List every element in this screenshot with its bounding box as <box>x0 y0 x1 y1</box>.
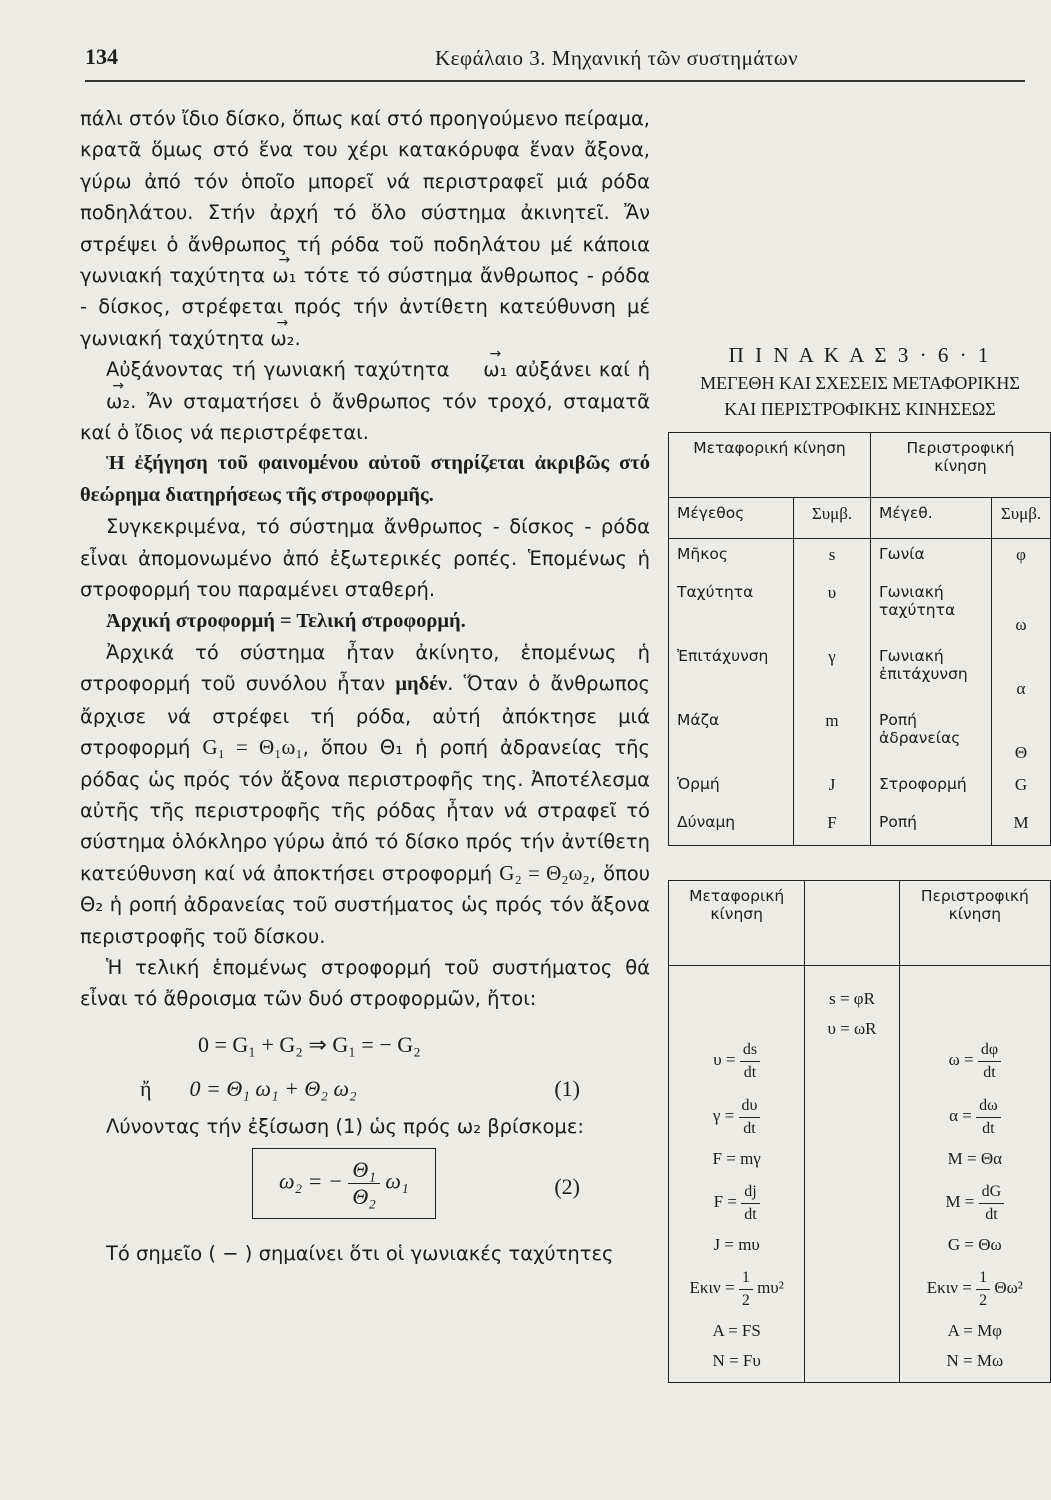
equation-number-1: (1) <box>554 1075 580 1101</box>
text-span: Ἀρχικά τό σύστημα ἦταν ἀκίνητο, ἑπομένως ἡ στροφορμή τοῦ συνόλου ἦταν <box>80 640 650 696</box>
formula-acceleration <box>677 1088 796 1144</box>
column-header-row <box>669 498 1051 539</box>
formula-rotational-power: N = Mω <box>946 1351 1004 1370</box>
formula-text: F = <box>713 1192 737 1211</box>
fraction <box>976 1095 1001 1140</box>
table-row <box>669 641 1051 705</box>
denominator: dt <box>983 1063 996 1081</box>
cell-quantity: Μάζα <box>669 705 794 769</box>
cell-quantity: Μῆκος <box>669 539 794 578</box>
paragraph-increase <box>80 354 650 448</box>
table-title-number: Π Ι Ν Α Κ Α Σ 3 · 6 · 1 <box>728 343 992 367</box>
fraction <box>740 1039 760 1084</box>
g2-expression: G₂ = Θ₂ω₂ <box>499 860 590 885</box>
cell-rot-symbol: G <box>992 769 1051 807</box>
equation-2 <box>80 1148 650 1238</box>
fraction <box>739 1095 761 1140</box>
cell-rot-symbol: ω <box>992 577 1051 641</box>
formula-power: N = Fυ <box>712 1351 761 1370</box>
col-rot-quantity: Μέγεθ. <box>871 498 992 539</box>
cell-rot-quantity: Γωνιακή ταχύτητα <box>871 577 992 641</box>
paragraph-experiment <box>80 103 650 354</box>
formula-momentum: J = mυ <box>713 1235 760 1254</box>
relations-header-row <box>669 881 1051 966</box>
table-row <box>669 577 1051 641</box>
theta-fraction <box>348 1157 380 1210</box>
denominator: 2 <box>741 1291 750 1309</box>
paragraph-isolated: Συγκεκριμένα, τό σύστημα ἄνθρωπος - δίσκος - ρόδα εἶναι ἀπομονωμένο ἀπό ἐξωτερικές ροπές. Ἑπομένως ἡ στροφορμή του παραμένει σταθερή. <box>80 515 650 602</box>
formula-angular-momentum: G = Θω <box>947 1235 1002 1254</box>
fraction-numerator: Θ₁ <box>348 1157 380 1184</box>
omega2-vector: → ω₂ <box>80 386 130 417</box>
text-span: αὐξάνει καί ἡ <box>515 358 650 382</box>
rel-header-spacer <box>805 881 899 966</box>
numerator: 1 <box>739 1267 753 1290</box>
cell-rot-quantity: Στροφορμή <box>871 769 992 807</box>
formula-velocity <box>677 1032 796 1088</box>
text-span: . <box>294 326 301 350</box>
table-header-row <box>669 433 1051 498</box>
formula-text: Eκιν = <box>689 1278 735 1297</box>
equation-text: 0 = G₁ + G₂ ⇒ G₁ = − G₂ <box>198 1031 421 1057</box>
fraction <box>739 1267 753 1312</box>
paragraph-final: Ἡ τελική ἑπομένως στροφορμή τοῦ συστήματος θά εἶναι τό ἄθροισμα τῶν δυό στροφορμῶν, ἤτοι: <box>80 955 650 1011</box>
text-span: πάλι στόν ἴδιο δίσκο, ὅπως καί στό προηγούμενο πείραμα, κρατᾶ ὅμως στό ἕνα του χέρι κατακόρυφα ἕναν ἄξονα, γύρω ἀπό τόν ὁποῖο μπορεῖ νά περιστραφεῖ μιά ρόδα ποδηλάτου. Στήν ἀρχή τό ὅλο σύστημα ἀκινητεῖ. Ἄν στρέψει ὁ ἄνθρωπος τή ρόδα τοῦ ποδηλάτου μέ κάποια γωνιακή ταχύτητα <box>80 107 650 288</box>
numerator: dj <box>741 1181 759 1204</box>
text-span: . Ὅταν ὁ ἄνθρωπος ἄρχισε νά στρέφει τή ρόδα, αὐτή ἀπόκτησε μιά στροφορμή <box>80 672 650 760</box>
numerator: 1 <box>976 1267 990 1290</box>
equation-sum <box>80 1023 650 1067</box>
formula-text: ω = <box>948 1050 974 1069</box>
denominator: dt <box>982 1119 995 1137</box>
formula-text: Θω² <box>994 1278 1023 1297</box>
cell-rot-symbol: φ <box>992 539 1051 578</box>
formula-force: F = mγ <box>712 1149 761 1168</box>
formula-text: υ = <box>713 1050 736 1069</box>
formula-force-momentum <box>677 1174 796 1230</box>
rel-header-translational: Μεταφορική κίνηση <box>669 881 805 966</box>
formula-text: Eκιν = <box>926 1278 972 1297</box>
equation-text: 0 = Θ₁ ω₁ + Θ₂ ω₂ <box>189 1075 357 1101</box>
fraction <box>979 1181 1005 1226</box>
numerator: ds <box>740 1039 760 1062</box>
formula-rotational-energy <box>908 1260 1042 1316</box>
header-translational: Μεταφορική κίνηση <box>669 433 871 498</box>
denominator: dt <box>985 1205 998 1223</box>
text-span: Αὐξάνοντας τή γωνιακή ταχύτητα <box>106 358 450 382</box>
numerator: dφ <box>978 1039 1001 1062</box>
g1-expression: G₁ = Θ₁ω₁ <box>202 735 303 760</box>
paragraph-initial <box>80 637 650 952</box>
formula-torque-angular-momentum <box>908 1174 1042 1230</box>
cell-rot-quantity: Γωνία <box>871 539 992 578</box>
fraction <box>978 1039 1001 1084</box>
or-word: ἤ <box>140 1075 152 1101</box>
cell-quantity: Ἐπιτάχυνση <box>669 641 794 705</box>
formula-text: M = <box>945 1192 975 1211</box>
cell-symbol: m <box>794 705 871 769</box>
table-title-line1: ΜΕΓΕΘΗ ΚΑΙ ΣΧΕΣΕΙΣ ΜΕΤΑΦΟΡΙΚΗΣ <box>700 373 1020 393</box>
omega1-vector: → ω₁ <box>457 354 507 385</box>
formula-linear-speed: υ = ωR <box>827 1019 877 1038</box>
cell-symbol: s <box>794 539 871 578</box>
cell-rot-quantity: Ροπή <box>871 807 992 846</box>
table-row <box>669 807 1051 846</box>
col-symbol: Συμβ. <box>794 498 871 539</box>
page-header <box>85 40 1025 82</box>
cell-rot-quantity: Ροπή ἀδρανείας <box>871 705 992 769</box>
numerator: dG <box>979 1181 1005 1204</box>
numerator: dυ <box>739 1095 761 1118</box>
text-span: , ὅπου Θ₂ ἡ ροπή ἀδρανείας τοῦ συστήματος ὡς πρός τόν ἄξονα περιστροφῆς τοῦ δίσκου. <box>80 861 650 948</box>
rotational-formulas <box>899 966 1050 1383</box>
formula-text: α = <box>949 1106 972 1125</box>
cell-quantity: Δύναμη <box>669 807 794 846</box>
cell-quantity: Ὁρμή <box>669 769 794 807</box>
fraction-denominator: Θ₂ <box>352 1184 376 1210</box>
quantities-table <box>668 432 1051 846</box>
omega2-vector: → ω₂ <box>270 323 294 354</box>
col-rot-symbol: Συμβ. <box>992 498 1051 539</box>
denominator: dt <box>744 1205 757 1223</box>
cell-rot-quantity: Γωνιακή ἐπιτάχυνση <box>871 641 992 705</box>
cell-rot-symbol: Θ <box>992 705 1051 769</box>
header-rotational: Περιστροφική κίνηση <box>871 433 1051 498</box>
formula-arc-length: s = φR <box>829 989 875 1008</box>
equation-text: ω₂ = − <box>279 1168 343 1194</box>
equation-1 <box>80 1067 650 1111</box>
formula-text: mυ² <box>757 1278 784 1297</box>
linking-formulas <box>805 966 899 1383</box>
formula-work: A = FS <box>712 1321 761 1340</box>
formula-text: γ = <box>712 1106 735 1125</box>
cell-rot-symbol: M <box>992 807 1051 846</box>
table-row <box>669 705 1051 769</box>
numerator: dω <box>976 1095 1001 1118</box>
text-span: τότε τό σύστημα ἄνθρωπος - ρόδα - δίσκος, στρέφεται πρός τήν ἀντίθετη κατεύθυνση μέ γωνιακή ταχύτητα <box>80 264 651 350</box>
boxed-equation <box>252 1148 436 1219</box>
main-text <box>80 103 650 1270</box>
denominator: dt <box>743 1063 757 1081</box>
formula-rotational-work: A = Mφ <box>947 1321 1002 1340</box>
equation-number-2: (2) <box>554 1174 580 1200</box>
cell-symbol: F <box>794 807 871 846</box>
relations-table <box>668 880 1051 1383</box>
chapter-title: Κεφάλαιο 3. Μηχανική τῶν συστημάτων <box>435 46 799 70</box>
paragraph-solving: Λύνοντας τήν ἐξίσωση (1) ὡς πρός ω₂ βρίσκομε: <box>106 1114 584 1138</box>
zero-word: μηδέν <box>395 673 448 696</box>
fraction <box>976 1267 990 1312</box>
fraction <box>741 1181 759 1226</box>
table-title-line2: ΚΑΙ ΠΕΡΙΣΤΡΟΦΙΚΗΣ ΚΙΝΗΣΕΩΣ <box>724 399 996 419</box>
paragraph-explanation: Ἡ ἐξήγηση τοῦ φαινομένου αὐτοῦ στηρίζεται ἀκριβῶς στό θεώρημα διατηρήσεως τῆς στροφορμῆς. <box>80 452 650 506</box>
cell-rot-symbol: α <box>992 641 1051 705</box>
formula-angular-velocity <box>908 1032 1042 1088</box>
formula-angular-acceleration <box>908 1088 1042 1144</box>
equation-text: ω₁ <box>385 1168 409 1194</box>
omega1-vector: → ω₁ <box>272 260 296 291</box>
denominator: 2 <box>979 1291 988 1309</box>
relations-body-row <box>669 966 1051 1383</box>
table-row <box>669 539 1051 578</box>
cell-symbol: J <box>794 769 871 807</box>
denominator: dt <box>743 1119 756 1137</box>
conservation-statement: Ἀρχική στροφορμή = Τελική στροφορμή. <box>106 609 466 632</box>
table-row <box>669 769 1051 807</box>
translational-formulas <box>669 966 805 1383</box>
cell-quantity: Ταχύτητα <box>669 577 794 641</box>
formula-kinetic-energy <box>677 1260 796 1316</box>
col-quantity: Μέγεθος <box>669 498 794 539</box>
paragraph-sign: Τό σημεῖο ( − ) σημαίνει ὅτι οἱ γωνιακές ταχύτητες <box>106 1242 614 1266</box>
text-span: . Ἄν σταματήσει ὁ ἄνθρωπος τόν τροχό, σταματᾶ καί ὁ ἴδιος νά περιστρέφεται. <box>80 389 650 445</box>
page-number: 134 <box>85 44 118 69</box>
cell-symbol: υ <box>794 577 871 641</box>
cell-symbol: γ <box>794 641 871 705</box>
rel-header-rotational: Περιστροφική κίνηση <box>899 881 1050 966</box>
text-span: , ὅπου Θ₁ ἡ ροπή ἀδρανείας τῆς ρόδας ὡς πρός τόν ἄξονα περιστροφῆς της. Ἀποτέλεσμα αὐτῆς τῆς περιστροφῆς τῆς ρόδας ἦταν νά στραφεῖ τό σύστημα ὁλόκληρο γύρω ἀπό τό δίσκο πρός τήν ἀντίθετη κατεύθυνση καί νά ἀποκτήσει στροφορμή <box>80 736 650 885</box>
formula-torque: M = Θα <box>947 1149 1003 1168</box>
